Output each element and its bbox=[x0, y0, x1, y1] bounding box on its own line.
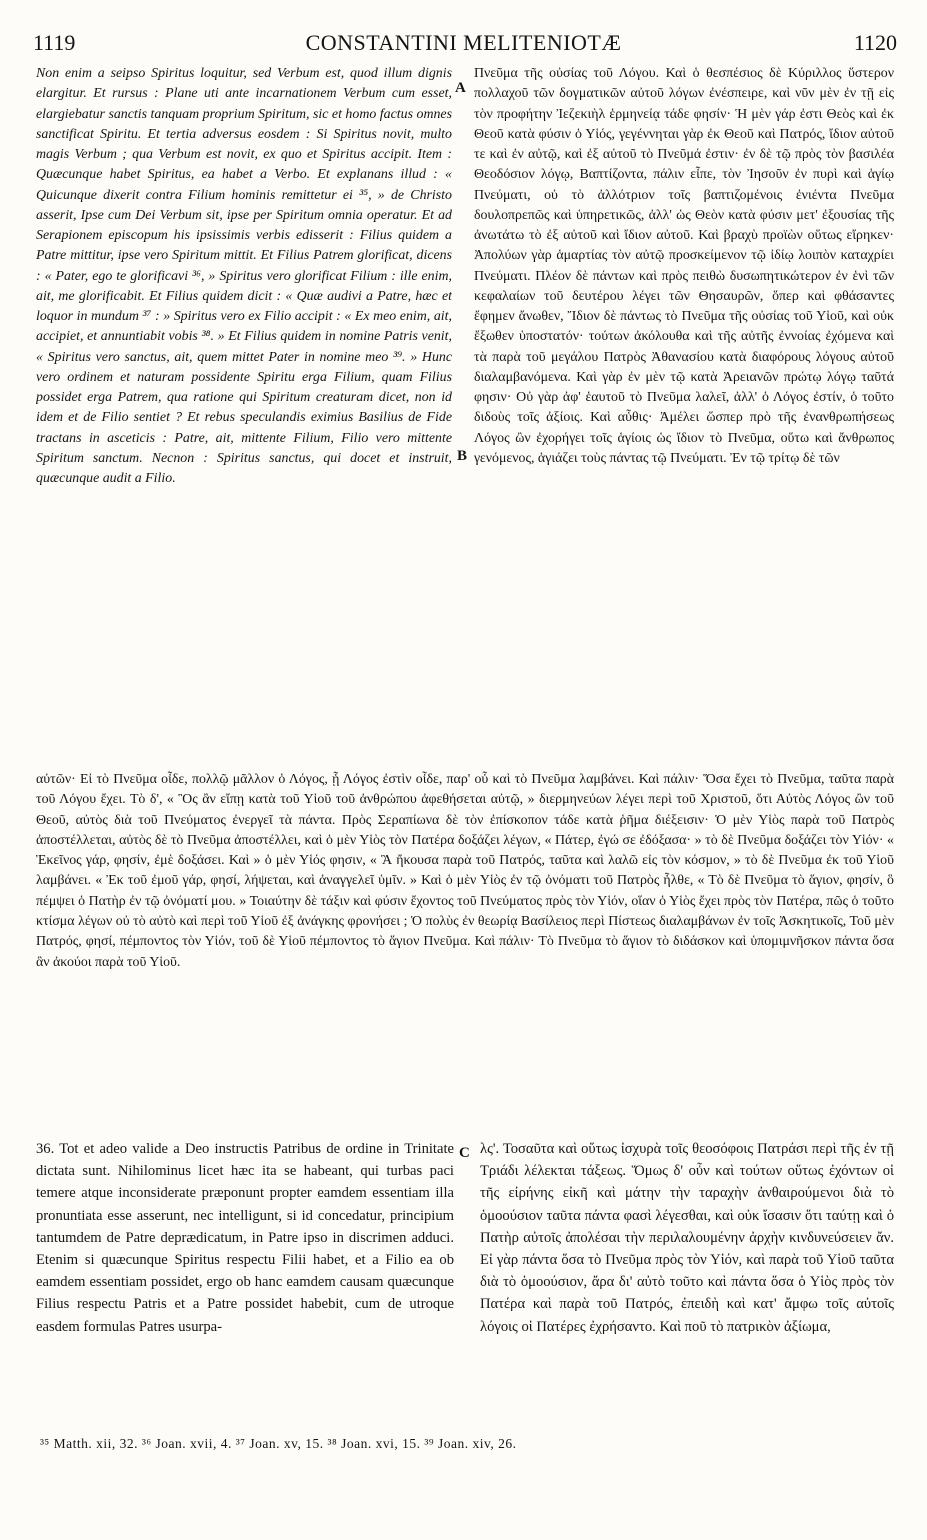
section-marker-c: C bbox=[459, 1145, 470, 1161]
lower-left-latin-column bbox=[36, 1138, 454, 1428]
greek-section-36: λς'. Τοσαῦτα καὶ οὕτως ἰσχυρὰ τοῖς θεοσόφοις Πατράσι περὶ τῆς ἐν τῇ Τριάδι λέλεκται τάξεως. Ὅμως δ' οὖν καὶ τούτων οὕτως ἐχόντων οἱ τῆς εἰρήνης εἰκῆ καὶ μάτην τὴν ταραχὴν ἀνθαιρούμενοι διὰ τὸ ὁμοούσιον ταῦτα πάντα φασὶ λέγεσθαι, καὶ οὐκ ἴσασιν ὅτι ταύτῃ καὶ ὁ Πατὴρ αὐτοῖς ἀπολέσαι τὴν περιλαλουμένην ἀρχὴν κινδυνεύσειεν ἄν. Εἰ γὰρ πάντα ὅσα τὸ Πνεῦμα πρὸς τὸν Υἱόν, καὶ παρὰ τοῦ Υἱοῦ ταῦτα διὰ τὸ ὁμοούσιον, ἄρα δι' αὐτὸ τοῦτο καὶ πάντα ὅσα ὁ Υἱὸς πρὸς τὸν Πατέρα καὶ παρὰ τοῦ Πατρός, ἐπειδὴ καὶ κατ' ἄμφω τοῖς αὐτοῖς λόγοις οἱ Πατέρες ἐχρήσαντο. Καὶ ποῦ τὸ πατρικὸν ἀξίωμα, bbox=[480, 1141, 894, 1335]
page-number-left: 1119 bbox=[33, 30, 76, 55]
full-width-greek-block bbox=[36, 770, 894, 1136]
section-marker-b: B bbox=[457, 448, 468, 464]
page-header bbox=[0, 30, 927, 62]
section-marker-a: A bbox=[455, 80, 466, 96]
footnotes: ³⁵ Matth. xii, 32. ³⁶ Joan. xvii, 4. ³⁷ Joan. xv, 15. ³⁸ Joan. xvi, 15. ³⁹ Joan. xiv, 26. bbox=[40, 1436, 517, 1451]
greek-text-upper: Πνεῦμα τῆς οὐσίας τοῦ Λόγου. Καὶ ὁ θεσπέσιος δὲ Κύριλλος ὕστερον πολλαχοῦ τῶν δογματικῶν αὐτοῦ λόγων ἐνέσπειρε, καὶ νῦν μὲν ἐν τῇ εἰς τὸν προφήτην Ἰεζεκιὴλ ἑρμηνείᾳ τάδε φησίν· Ἡ μὲν γάρ ἐστι Θεὸς καὶ ἐκ Θεοῦ κατὰ φύσιν ὁ Υἱός, γεγέννηται γὰρ ἐκ Θεοῦ καὶ Πατρός, ἴδιον αὐτοῦ τε καὶ ἐν αὐτῷ, καὶ ἐξ αὐτοῦ τὸ Πνεῦμά ἐστιν· ἐν δὲ τῷ πρὸς τὸν βασιλέα Θεοδόσιον λόγῳ, Βαπτίζοντα, πάλιν εἶπε, τὸν Ἰησοῦν ἐν πυρὶ καὶ ἁγίῳ Πνεύματι, οὐ τὸ ἀλλότριον τοῖς βαπτιζομένοις ἐνιέντα Πνεῦμα δουλοπρεπῶς καὶ ὑπηρετικῶς, ἀλλ' ὡς Θεὸν κατὰ φύσιν μετ' ἐξουσίας τῆς ἀνωτάτω τὸ ἐξ αὐτοῦ καὶ ἴδιον αὐτοῦ. Καὶ βραχὺ προϊὼν οὕτως εἴρηκεν· Ἀπολύων γὰρ ἁμαρτίας τὸν αὐτῷ προσκείμενον τῷ ἰδίῳ λοιπὸν καταχρίει Πνεύματι. Πλέον δὲ πάντων καὶ πρὸς πειθὼ δυσωπητικώτερον ἐν ἑνὶ τῶν κεφαλαίων τοῦ δευτέρου λέγει τῶν Θησαυρῶν, ὅπερ καὶ φθάσαντες ἔφημεν ἄνωθεν, Ἴδιον δὲ πάντως τὸ Πνεῦμα τῆς οὐσίας τοῦ Υἱοῦ, καὶ οὐκ ἔξωθεν ὑποστατόν· τούτων ἀκόλουθα καὶ τῆς αὐτῆς ἐννοίας ἐχόμενα καὶ τὰ παρὰ τοῦ μεγάλου Πατρὸς Ἀθανασίου κατὰ διαφόρους λόγους αὐτοῦ διαλαμβανόμενα. Καὶ γὰρ ἐν μὲν τῷ κατὰ Ἀρειανῶν πρώτῳ λόγῳ ταῦτά φησιν· Οὐ γὰρ ἀφ' ἑαυτοῦ τὸ Πνεῦμα λαλεῖ, ἀλλ' ὁ Λόγος ἐστίν, ὁ τοῦτο διδοὺς τοῖς ἀξίοις. Καὶ αὖθις· Ἀμέλει ὥσπερ πρὸ τῆς ἐνανθρωπήσεως Λόγος ὢν ἐχορήγει τοῖς ἁγίοις ὡς ἴδιον τὸ Πνεῦμα, οὕτω καὶ ἄνθρωπος γενόμενος, ἁγιάζει τοὺς πάντας τῷ Πνεύματι. Ἐν τῷ τρίτῳ δὲ τῶν bbox=[474, 66, 894, 466]
lower-right-greek-column bbox=[480, 1138, 894, 1428]
running-title: CONSTANTINI MELITENIOTÆ bbox=[305, 30, 622, 55]
upper-right-greek-column bbox=[474, 64, 894, 770]
latin-text-upper: Non enim a seipso Spiritus loquitur, sed Verbum est, quod illum dignis elargitur. Et rursus : Plane uti ante incarnationem Verbum cum esset, elargiebatur sanctis tanquam proprium Spiritum, sic et homo factus omnes sanctificat Spiritu. Et tertia adversus eosdem : Si Spiritus novit, multo magis Verbum ; qua Verbum est novit, ex quo et Spiritus accipit. Item : Quæcunque habet Spiritus, ea habet a Verbo. Et explanans illud : « Quicunque dixerit contra Filium hominis remittetur ei ³⁵, » de Christo asserit, Ipse cum Dei Verbum sit, ipse per Spiritum omnia operatur. Et ad Serapionem episcopum his ipsissimis verbis edisserit : Filius quidem a Patre mittitur, ipse vero Spiritum mittit. Et Filius Patrem glorificat, dicens : « Pater, ego te glorificavi ³⁶, » Spiritus vero glorificat Filium : ille enim, ait, me glorificabit. Et Filius quidem dicit : « Quæ audivi a Patre, hæc et loquor in mundum ³⁷ : » Spiritus vero ex Filio accipit : « Ex meo enim, ait, accipiet, et annuntiabit vobis ³⁸. » Et Filius quidem in nomine Patris venit, « Spiritus vero sanctus, ait, quem mittet Pater in nomine meo ³⁹. » Hunc vero ordinem et naturam possidente Spiritu erga Filium, quam Filius possidet erga Patrem, qua ratione qui Spiritum creaturam dicet, non id idem et de Filio sentiet ? Et rebus speculandis eximius Basilius de Fide tractans in asceticis : Patre, ait, mittente Filium, Filio vero mittente Spiritum sanctum. Necnon : Spiritus sanctus, qui docet et instruit, quæcunque audit a Filio. bbox=[36, 66, 452, 486]
page-number-right: 1120 bbox=[853, 30, 897, 55]
upper-left-latin-column bbox=[36, 64, 452, 770]
latin-section-36: 36. Tot et adeo valide a Deo instructis Patribus de ordine in Trinitate dictata sunt. Nihilominus licet hæc ita se habeant, qui turbas paci temere atque inconsiderate præponunt propter eamdem essentiam illa pronuntiata esse asserunt, nec intelligunt, si id concedatur, principium tantumdem de Patre deprædicatum, in Patre ipso in discrimen adduci. Etenim si quæcunque Spiritus respectu Filii habet, et a Filio ea ob eamdem essentiam possidet, ergo ob hanc eamdem causam quæcunque Filius respectu Patris et a Patre possidet habebit, cum de utroque easdem formulas Patres usurpa- bbox=[36, 1141, 454, 1335]
greek-text-full-width: αὐτῶν· Εἰ τὸ Πνεῦμα οἶδε, πολλῷ μᾶλλον ὁ Λόγος, ᾗ Λόγος ἐστὶν οἶδε, παρ' οὗ καὶ τὸ Πνεῦμα λαμβάνει. Καὶ πάλιν· Ὅσα ἔχει τὸ Πνεῦμα, ταῦτα παρὰ τοῦ Λόγου ἔχει. Τὸ δ', « Ὃς ἂν εἴπῃ κατὰ τοῦ Υἱοῦ τοῦ ἀνθρώπου ἀφεθήσεται αὐτῷ, » διερμηνεύων λέγει περὶ τοῦ Χριστοῦ, ὅτι Αὐτὸς Λόγος ὢν τοῦ Θεοῦ, αὐτὸς διὰ τοῦ Πνεύματος ἐνεργεῖ τὰ πάντα. Πρὸς Σεραπίωνα δὲ τὸν ἐπίσκοπον τάδε κατὰ ῥῆμα διέξεισιν· Ὁ μὲν Υἱὸς παρὰ τοῦ Πατρὸς ἀποστέλλεται, αὐτὸς δὲ τὸ Πνεῦμα ἀποστέλλει, καὶ ὁ μὲν Υἱὸς τὸν Πατέρα δοξάζει λέγων, « Πάτερ, ἐγώ σε ἐδόξασα· » τὸ δὲ Πνεῦμα δοξάζει τὸν Υἱόν· « Ἐκεῖνος γάρ, φησίν, ἐμὲ δοξάσει. Καὶ » ὁ μὲν Υἱός φησιν, « Ἃ ἤκουσα παρὰ τοῦ Πατρός, ταῦτα καὶ λαλῶ εἰς τὸν κόσμον, » τὸ δὲ Πνεῦμα ἐκ τοῦ Υἱοῦ λαμβάνει. « Ἐκ τοῦ ἐμοῦ γάρ, φησί, λήψεται, καὶ ἀναγγελεῖ ὑμῖν. » Καὶ ὁ μὲν Υἱὸς ἐν τῷ ὀνόματι τοῦ Πατρὸς ἦλθε, « Τὸ δὲ Πνεῦμα τὸ ἅγιον, φησίν, ὃ πέμψει ὁ Πατὴρ ἐν τῷ ὀνόματί μου. » Τοιαύτην δὲ τάξιν καὶ φύσιν ἔχοντος τοῦ Πνεύματος πρὸς τὸν Υἱόν, οἵαν ὁ Υἱὸς ἔχει πρὸς τὸν Πατέρα, πῶς ὁ τοῦτο κτίσμα λέγων οὐ τὸ αὐτὸ καὶ περὶ τοῦ Υἱοῦ ἐξ ἀνάγκης φρονήσει ; Ὁ πολὺς ἐν θεωρίᾳ Βασίλειος περὶ Πίστεως διαλαμβάνων ἐν τοῖς Ἀσκητικοῖς, Τοῦ μὲν Πατρός, φησί, πέμποντος τὸν Υἱόν, τοῦ δὲ Υἱοῦ πέμποντος τὸ ἅγιον Πνεῦμα. Καὶ πάλιν· Τὸ Πνεῦμα τὸ ἅγιον τὸ διδάσκον καὶ ὑπομιμνῆσκον πάντα ὅσα ἂν ἀκούοι παρὰ τοῦ Υἱοῦ. bbox=[36, 772, 894, 970]
